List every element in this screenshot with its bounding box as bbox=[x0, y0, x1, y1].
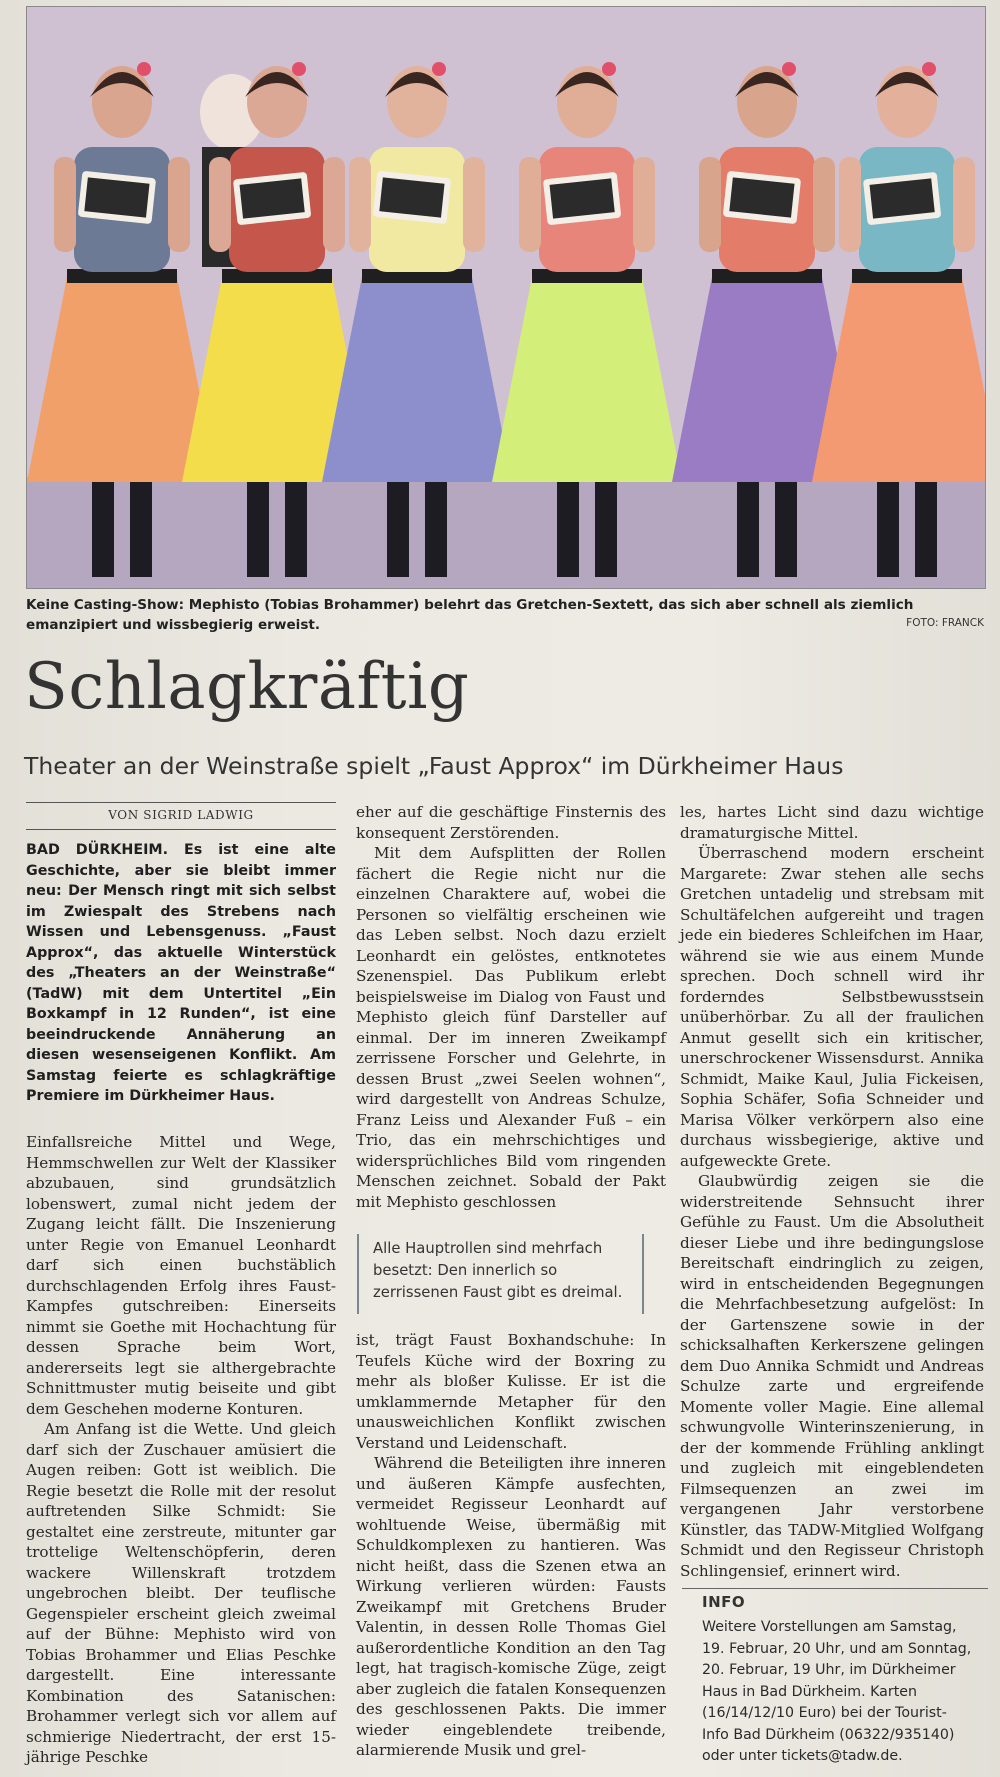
arm bbox=[633, 157, 655, 252]
stage-photo-illustration bbox=[27, 7, 985, 588]
hair-bow bbox=[432, 62, 446, 76]
hair-bow bbox=[782, 62, 796, 76]
info-title: INFO bbox=[702, 1593, 746, 1611]
arm bbox=[699, 157, 721, 252]
pull-quote: Alle Hauptrollen sind mehrfach besetzt: Den innerlich so zerrissenen Faust gibt es dreimal. bbox=[357, 1234, 644, 1314]
stage-photo bbox=[26, 6, 986, 589]
subheadline: Theater an der Weinstraße spielt „Faust Approx“ im Dürkheimer Haus bbox=[24, 752, 844, 780]
hair-bow bbox=[602, 62, 616, 76]
stage-floor bbox=[27, 477, 985, 588]
paragraph: eher auf die geschäftige Finsternis des konsequent Zerstörenden. bbox=[356, 803, 666, 842]
arm bbox=[323, 157, 345, 252]
author-rule-top bbox=[26, 802, 336, 803]
info-text: Weitere Vorstellungen am Samstag, 19. Februar, 20 Uhr, und am Sonntag, 20. Februar, 19 Uhr, im Dürkheimer Haus in Bad Dürkheim. Karten (16/14/12/10 Euro) bei der Tourist-Info Bad Dürkheim (06322/935140) oder unter tickets@tadw.de. bbox=[702, 1619, 972, 1764]
paragraph: Mit dem Aufsplitten der Rollen fächert die Regie nicht nur die einzelnen Charaktere auf, wobei die Personen so vielfältig erscheinen wie das Leben selbst. Noch dazu erzielt Leonhardt ein gelöstes, entknotetes Szenenspiel. Das Publikum erlebt beispielsweise im Dialog von Faust und Mephisto gleich fünf Darsteller auf einmal. Der im inneren Zweikampf zerrissene Forscher und Gelehrte, in dessen Brust „zwei Seelen wohnen“, wird dargestellt von Andreas Schulze, Franz Leiss und Alexander Fuß – ein Trio, das ein mehrschichtiges und widersprüchliches Bild vom ringenden Menschen zeichnet. Sobald der Pakt mit Mephisto geschlossen bbox=[356, 844, 666, 1211]
hair-bow bbox=[292, 62, 306, 76]
paragraph: Einfallsreiche Mittel und Wege, Hemmschwellen zur Welt der Klassiker abzubauen, sind grundsätzlich lobenswert, zumal nicht jedem der Zugang leicht fällt. Die Inszenierung unter Regie von Emanuel Leonhardt darf sich einen buchstäblich durchschlagenden Erfolg ihres Faust-Kampfes gutschreiben: Einerseits nimmt sie Goethe mit Hochachtung für dessen Sprache beim Wort, andererseits legt sie althergebrachte Schnittmuster mutig beiseite und gibt dem Geschehen moderne Konturen. bbox=[26, 1133, 336, 1418]
slate-board bbox=[870, 178, 935, 218]
column-2-bottom bbox=[356, 1330, 666, 1761]
photo-caption: Keine Casting-Show: Mephisto (Tobias Brohammer) belehrt das Gretchen-Sextett, das sich aber schnell als ziemlich emanzipiert und wissbegierig erweist. bbox=[26, 597, 914, 633]
arm bbox=[953, 157, 975, 252]
column-2-top bbox=[356, 802, 666, 1212]
column-3 bbox=[680, 802, 984, 1581]
paragraph: ist, trägt Faust Boxhandschuhe: In Teufels Küche wird der Boxring zu mehr als bloßer Kulisse. Er ist die umklammernde Metapher für den unausweichlichen Konflikt zwischen Verstand und Leidenschaft. bbox=[356, 1331, 666, 1452]
arm bbox=[463, 157, 485, 252]
arm bbox=[209, 157, 231, 252]
arm bbox=[168, 157, 190, 252]
paragraph: Glaubwürdig zeigen sie die widerstreitende Sehnsucht ihrer Gefühle zu Faust. Um die Absolutheit dieser Liebe und ihre bedingungslose Bereitschaft eindringlich zu zeigen, wird in entscheidenden Begegnungen die Mehrfachbesetzung aufgelöst: In der Gartenszene sowie in der schicksalhaften Kerkerszene gelingen dem Duo Annika Schmidt und Andreas Schulze zarte und ergreifende Momente voller Magie. Eine allemal schwungvolle Winterinszenierung, in der der kommende Frühling anklingt und zugleich mit eingeblendeten Filmsequenzen an zwei im vergangenen Jahr verstorbene Künstler, das TADW-Mitglied Wolfgang Schmidt und den Regisseur Christoph Schlingensief, erinnert wird. bbox=[680, 1172, 984, 1580]
paragraph: Am Anfang ist die Wette. Und gleich darf sich der Zuschauer amüsiert die Augen reiben: Gott ist weiblich. Die Regie besetzt die Rolle mit der resolut auftretenden Silke Schmidt: Sie gestaltet eine zerstreute, mitunter gar trottelige Weltenschöpferin, deren wackere Willenskraft trotzdem ungebrochen bleibt. Der teuflische Gegenspieler erscheint gleich zweimal auf der Bühne: Mephisto wird von Tobias Brohammer und Elias Peschke dargestellt. Eine interessante Kombination des Satanischen: Brohammer verlegt sich vor allem auf schmierige Niedertracht, der erst 15-jährige Peschke bbox=[26, 1420, 336, 1766]
info-rule bbox=[682, 1588, 988, 1589]
slate-board bbox=[729, 177, 794, 217]
paragraph: les, hartes Licht sind dazu wichtige dramaturgische Mittel. bbox=[680, 803, 984, 842]
headline: Schlagkräftig bbox=[24, 650, 470, 724]
slate-board bbox=[550, 178, 615, 218]
photo-credit: FOTO: FRANCK bbox=[906, 617, 984, 629]
slate-board bbox=[240, 178, 305, 218]
arm bbox=[54, 157, 76, 252]
author-rule-bottom bbox=[26, 829, 336, 830]
hair-bow bbox=[137, 62, 151, 76]
slate-board bbox=[84, 177, 149, 217]
arm bbox=[519, 157, 541, 252]
paragraph: Überraschend modern erscheint Margarete: Zwar stehen alle sechs Gretchen untadelig und strebsam mit Schultäfelchen aufgereiht und tragen jede ein biederes Schleifchen im Haar, während sie wie aus einem Munde sprechen. Doch schnell wird ihr forderndes Selbstbewusstsein unüberhörbar. Zu all der fraulichen Anmut gesellt sich ein kritischer, unerschrockener Wissensdurst. Annika Schmidt, Maike Kaul, Julia Fickeisen, Sophia Schäfer, Sofia Schneider und Marisa Völker verkörpern also eine durchaus wissbegierige, aktive und aufgeweckte Grete. bbox=[680, 844, 984, 1170]
column-1 bbox=[26, 1132, 336, 1768]
arm bbox=[349, 157, 371, 252]
lead-paragraph: BAD DÜRKHEIM. Es ist eine alte Geschichte, aber sie bleibt immer neu: Der Mensch ringt mit sich selbst im Zwiespalt des Strebens nach Wissen und Lebensgenuss. „Faust Approx“, das aktuelle Winterstück des „Theaters an der Weinstraße“ (TadW) mit dem Untertitel „Ein Boxkampf in 12 Runden“, ist eine beeindruckende Annäherung an diesen wesenseigenen Konflikt. Am Samstag feierte es schlagkräftige Premiere im Dürkheimer Haus. bbox=[26, 842, 336, 1104]
info-box bbox=[682, 1593, 988, 1764]
hair-bow bbox=[922, 62, 936, 76]
slate-board bbox=[379, 177, 444, 217]
author-byline: VON SIGRID LADWIG bbox=[108, 808, 254, 822]
arm bbox=[813, 157, 835, 252]
arm bbox=[839, 157, 861, 252]
paragraph: Während die Beteiligten ihre inneren und äußeren Kämpfe ausfechten, vermeidet Regisseur Leonhardt auf wohltuende Weise, übermäßig mit Schuldkomplexen zu hantieren. Was nicht heißt, dass die Szenen etwa an Wirkung verlieren würden: Fausts Zweikampf mit Gretchens Bruder Valentin, in dessen Rolle Thomas Giel außerordentliche Kondition an den Tag legt, hat tragisch-komische Züge, zeigt aber zugleich die fatalen Konsequenzen des geschlossenen Pakts. Die immer wieder eingeblendete treibende, alarmierende Musik und grel- bbox=[356, 1454, 666, 1759]
